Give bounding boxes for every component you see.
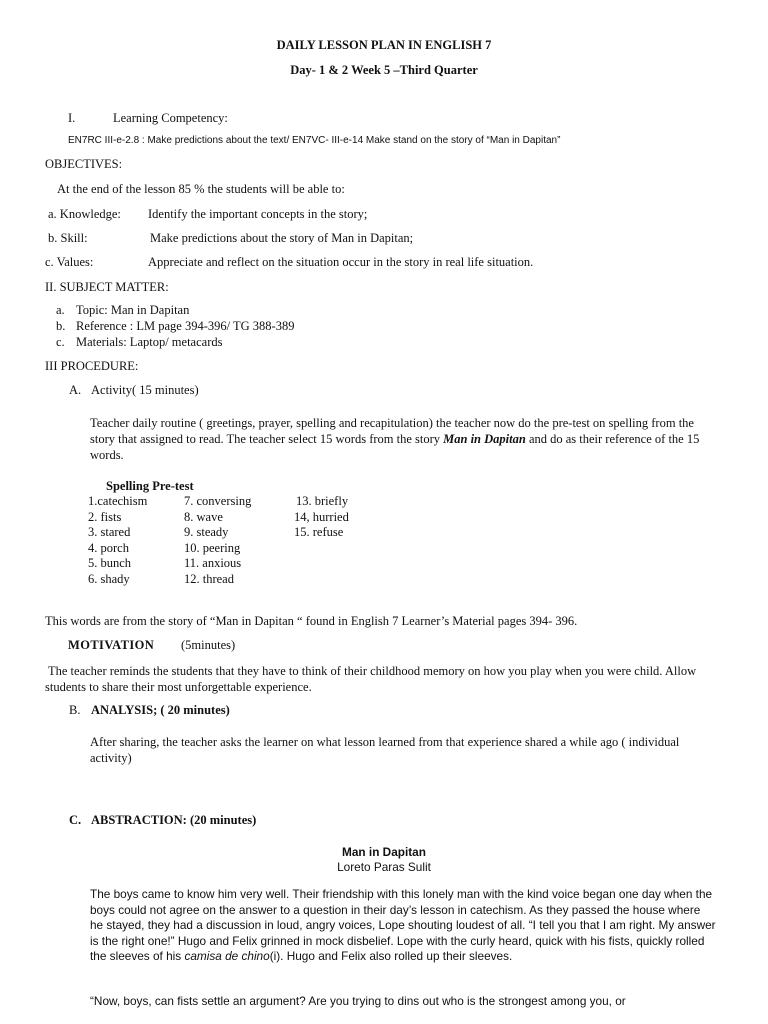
document-subtitle: Day- 1 & 2 Week 5 –Third Quarter <box>290 63 478 77</box>
analysis-heading: ANALYSIS; ( 20 minutes) <box>91 703 230 717</box>
objective-values-label: c. Values: <box>45 255 94 269</box>
objective-skill-label: b. Skill: <box>48 231 88 245</box>
activity-description: Teacher daily routine ( greetings, prayer, spelling and recapitulation) the teacher now do the pre-test on spelling from the story that assigned to read. The teacher select 15 words from the story Man in Dapitan and do as their reference of the 15 words. <box>90 416 700 462</box>
document-title: DAILY LESSON PLAN IN ENGLISH 7 <box>276 38 492 52</box>
story-paragraph: The boys came to know him very well. Their friendship with this lonely man with the kind voice began one day when the boys could not agree on the answer to a question in their day’s lesson in catechism. As they passed the house where he stayed, they had a discussion in loud, angry voices, Lope shouting loudest of all. “I tell you that I am right. My answer is the right one!” Hugo and Felix grinned in mock disbelief. Lope with the curly heard, quick with his fists, quickly rolled the sleeves of his camisa de chino(i). Hugo and Felix also rolled up their sleeves. <box>90 887 716 963</box>
subject-item-materials: Materials: Laptop/ metacards <box>76 335 223 349</box>
objective-values-text: Appreciate and reflect on the situation occur in the story in real life situation. <box>148 255 534 269</box>
motivation-heading: MOTIVATION <box>68 638 155 652</box>
list-item: 9. steady <box>184 525 229 540</box>
objectives-heading: OBJECTIVES: <box>45 157 123 171</box>
story-author: Loreto Paras Sulit <box>337 860 431 874</box>
pretest-word-list <box>88 494 388 594</box>
subject-item-reference: Reference : LM page 394-396/ TG 388-389 <box>76 319 295 333</box>
source-note: This words are from the story of “Man in Dapitan “ found in English 7 Learner’s Material pages 394- 396. <box>45 614 578 628</box>
motivation-text: The teacher reminds the students that they have to think of their childhood memory on how you play when you were child. Allow students to share their most unforgettable experience. <box>45 664 697 694</box>
competency-codes: EN7RC III-e-2.8 : Make predictions about the text/ EN7VC- III-e-14 Make stand on the story of “Man in Dapitan” <box>68 135 561 146</box>
motivation-time: (5minutes) <box>181 638 236 652</box>
analysis-text: After sharing, the teacher asks the learner on what lesson learned from that experience shared a while ago ( individual activity) <box>90 735 680 765</box>
competency-heading: Learning Competency: <box>113 111 228 125</box>
list-item: 12. thread <box>184 572 234 586</box>
story-title-inline: Man in Dapitan <box>443 432 526 446</box>
list-item: 3. stared <box>88 525 131 540</box>
subject-item-letter: b. <box>56 319 66 333</box>
analysis-letter: B. <box>69 703 81 717</box>
objective-skill-text: Make predictions about the story of Man in Dapitan; <box>150 231 414 245</box>
procedure-heading: III PROCEDURE: <box>45 359 139 373</box>
activity-heading: Activity( 15 minutes) <box>91 383 199 397</box>
objective-knowledge-label: a. Knowledge: <box>48 207 121 221</box>
list-item: 5. bunch <box>88 556 132 571</box>
list-item: 8. wave <box>184 509 223 524</box>
subject-item-letter: c. <box>56 335 65 349</box>
list-item: 7. conversing <box>184 494 252 508</box>
list-item: 11. anxious <box>184 556 242 571</box>
subject-item-letter: a. <box>56 303 65 317</box>
list-item: 6. shady <box>88 572 130 586</box>
list-item: 1.catechism <box>88 494 148 508</box>
pretest-title: Spelling Pre-test <box>106 479 194 493</box>
story-italic-term: camisa de chino <box>184 949 270 963</box>
abstraction-letter: C. <box>69 813 82 827</box>
objective-knowledge-text: Identify the important concepts in the story; <box>148 207 368 221</box>
list-item: 4. porch <box>88 540 129 555</box>
list-item: 13. briefly <box>296 494 349 508</box>
list-item: 10. peering <box>184 540 241 555</box>
story-paragraph: “Now, boys, can fists settle an argument? Are you trying to dins out who is the strongest among you, or <box>90 994 626 1008</box>
abstraction-heading: ABSTRACTION: (20 minutes) <box>91 813 257 827</box>
activity-letter: A. <box>69 383 82 397</box>
subject-item-topic: Topic: Man in Dapitan <box>76 303 190 317</box>
list-item: 15. refuse <box>294 525 344 540</box>
story-title: Man in Dapitan <box>342 845 426 859</box>
list-item: 14, hurried <box>294 509 349 524</box>
subject-matter-heading: II. SUBJECT MATTER: <box>45 280 169 294</box>
list-item: 2. fists <box>88 509 122 524</box>
section-numeral-i: I. <box>68 111 76 125</box>
objectives-intro: At the end of the lesson 85 % the students will be able to: <box>57 182 345 196</box>
